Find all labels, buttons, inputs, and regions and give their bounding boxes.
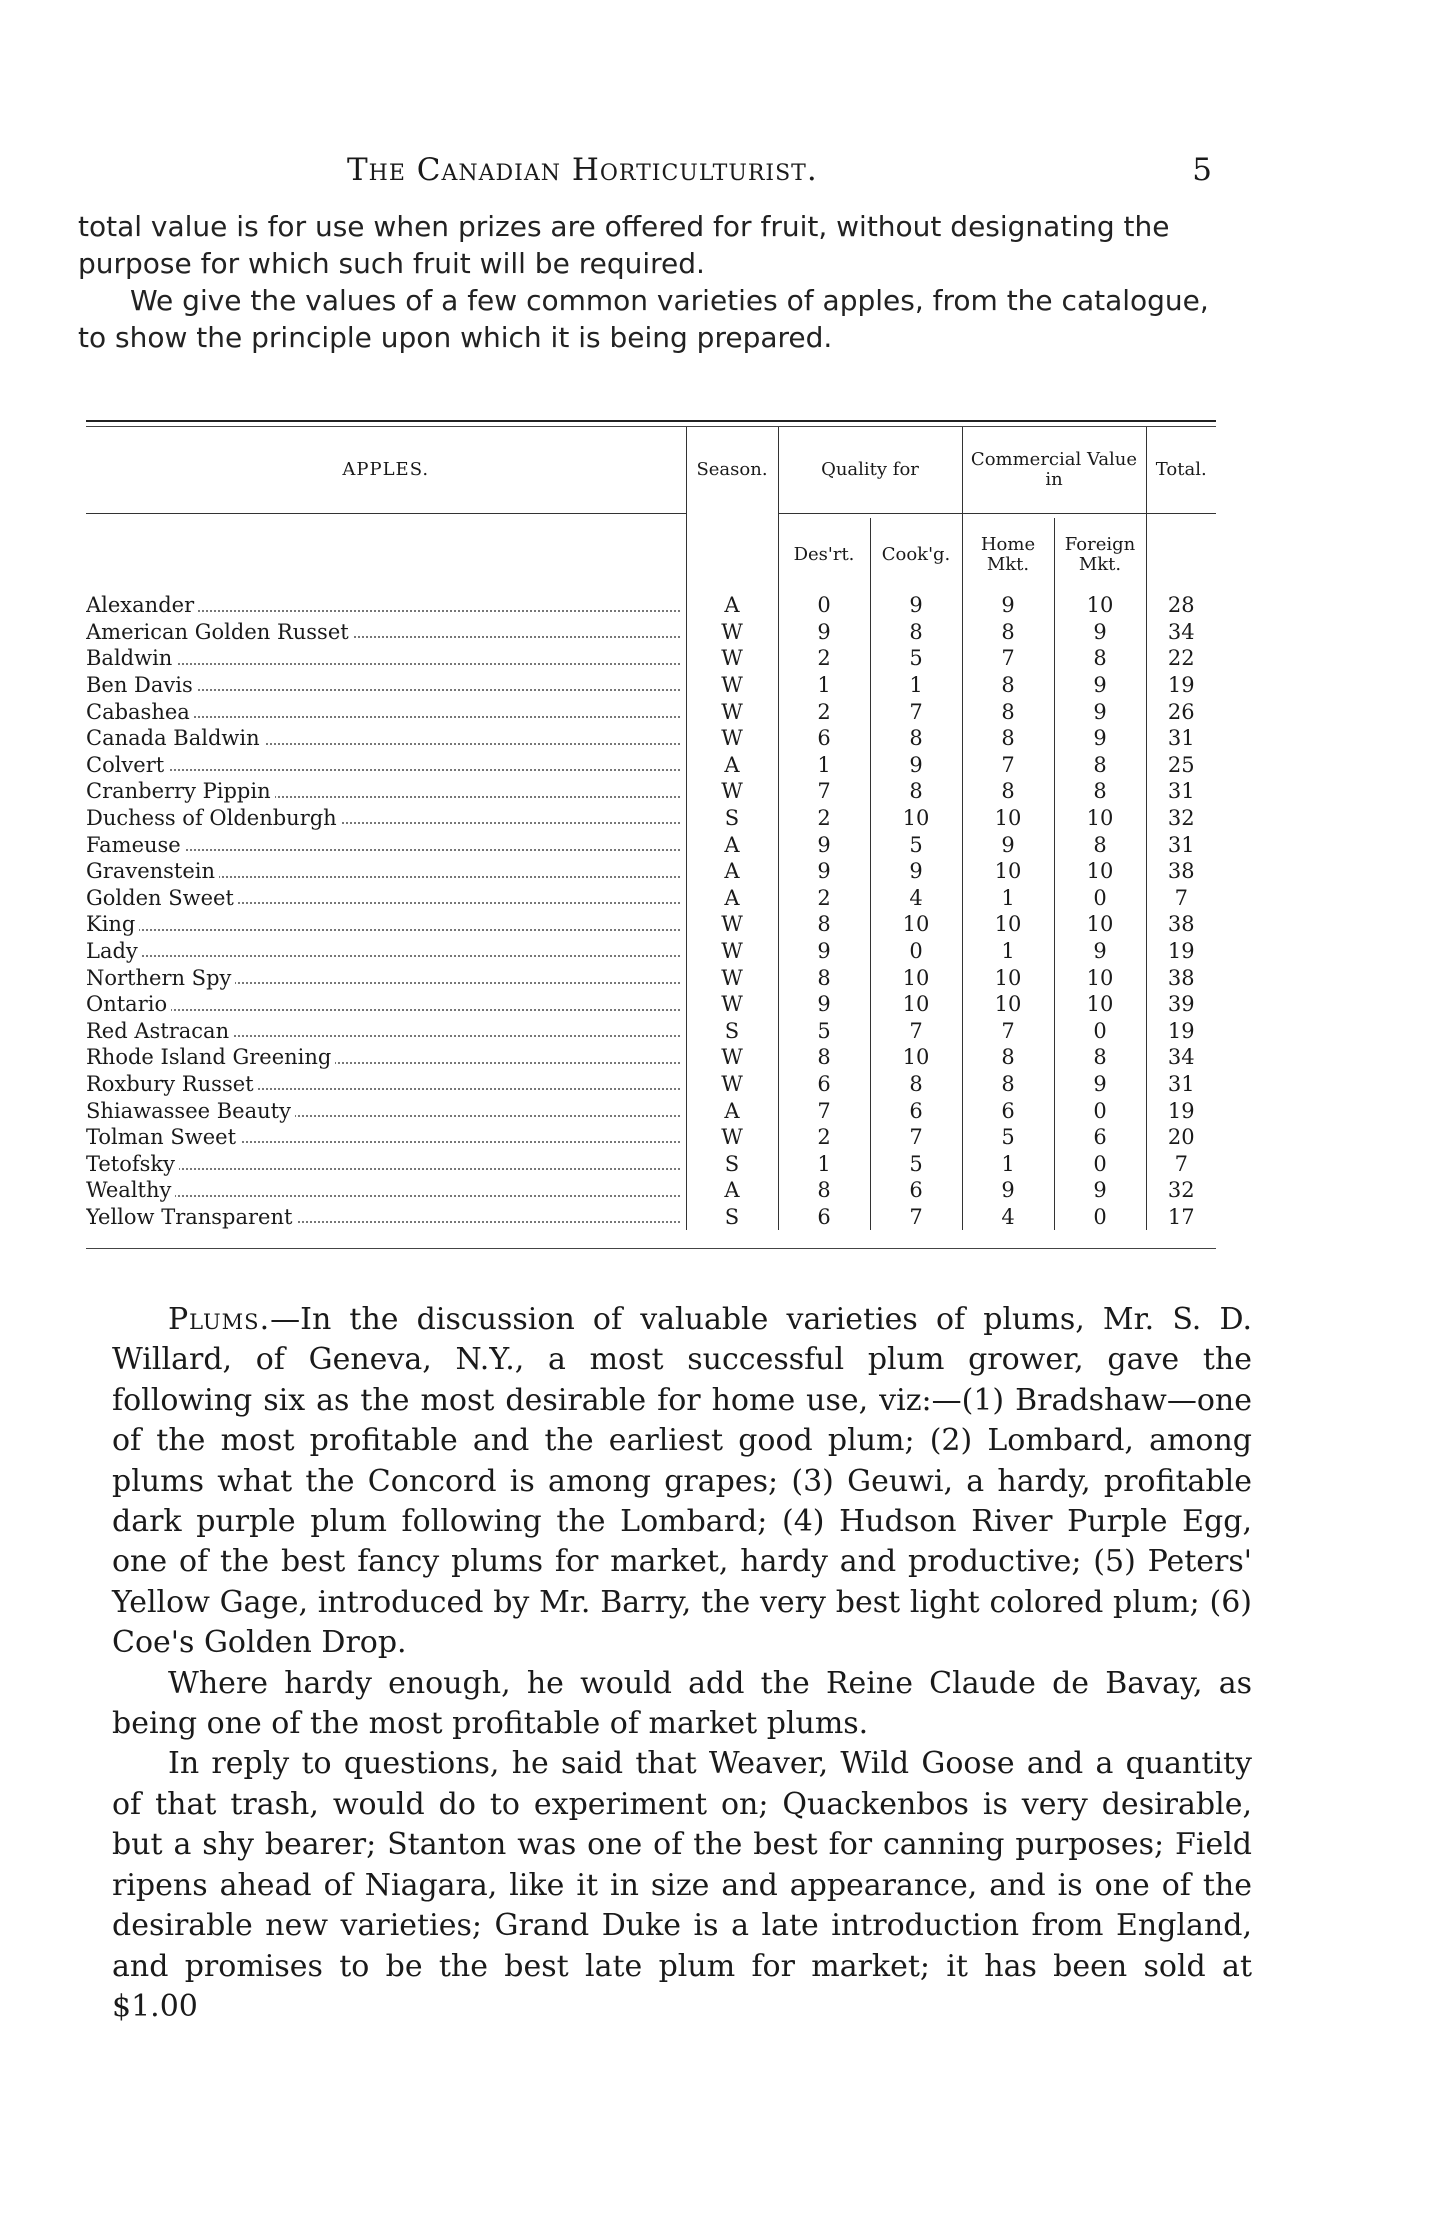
variety-name: Northern Spy xyxy=(86,966,235,990)
header-foreign-mkt: Foreign Mkt. xyxy=(1054,518,1146,592)
variety-name: Colvert xyxy=(86,753,168,777)
foreign-market-cell: 8 xyxy=(1054,1044,1146,1071)
variety-name: Tolman Sweet xyxy=(86,1125,240,1149)
total-cell: 22 xyxy=(1146,645,1216,672)
header-apples: APPLES. xyxy=(342,459,430,480)
leader-dots xyxy=(86,1195,680,1197)
variety-name: Cabashea xyxy=(86,700,194,724)
variety-name: Roxbury Russet xyxy=(86,1072,258,1096)
table-row xyxy=(86,831,1216,858)
table-row xyxy=(86,1097,1216,1124)
total-cell: 19 xyxy=(1146,672,1216,699)
dessert-cell: 8 xyxy=(778,1044,870,1071)
total-cell: 7 xyxy=(1146,1150,1216,1177)
cooking-cell: 5 xyxy=(870,1150,962,1177)
table-row xyxy=(86,1204,1216,1231)
season-cell: A xyxy=(686,831,778,858)
season-cell: A xyxy=(686,885,778,912)
table-row xyxy=(86,645,1216,672)
foreign-market-cell: 9 xyxy=(1054,725,1146,752)
cooking-cell: 8 xyxy=(870,1071,962,1098)
season-cell: S xyxy=(686,1018,778,1045)
season-cell: A xyxy=(686,592,778,619)
home-market-cell: 10 xyxy=(962,991,1054,1018)
dessert-cell: 9 xyxy=(778,991,870,1018)
variety-name: Duchess of Oldenburgh xyxy=(86,806,341,830)
cooking-cell: 10 xyxy=(870,991,962,1018)
foreign-market-cell: 9 xyxy=(1054,619,1146,646)
intro-paragraph-1: total value is for use when prizes are offered for fruit, without designating the purpose for which such fruit will be required. xyxy=(78,210,1170,280)
variety-name: Shiawassee Beauty xyxy=(86,1099,295,1123)
total-cell: 26 xyxy=(1146,698,1216,725)
home-market-cell: 8 xyxy=(962,1071,1054,1098)
season-cell: S xyxy=(686,1150,778,1177)
table-row xyxy=(86,991,1216,1018)
dessert-cell: 2 xyxy=(778,645,870,672)
foreign-market-cell: 8 xyxy=(1054,778,1146,805)
season-cell: W xyxy=(686,778,778,805)
variety-cell xyxy=(86,938,686,965)
variety-cell xyxy=(86,858,686,885)
variety-cell xyxy=(86,1177,686,1204)
table-row xyxy=(86,885,1216,912)
page-header xyxy=(82,152,1212,192)
apple-values-table-section xyxy=(86,420,1216,1249)
variety-name: Cranberry Pippin xyxy=(86,779,275,803)
dessert-cell: 2 xyxy=(778,1124,870,1151)
table-row xyxy=(86,1124,1216,1151)
foreign-market-cell: 6 xyxy=(1054,1124,1146,1151)
running-title: The Canadian Horticulturist. xyxy=(347,152,818,188)
home-market-cell: 8 xyxy=(962,725,1054,752)
total-cell: 38 xyxy=(1146,911,1216,938)
header-home-mkt: Home Mkt. xyxy=(962,518,1054,592)
total-cell: 19 xyxy=(1146,938,1216,965)
dessert-cell: 1 xyxy=(778,672,870,699)
dessert-cell: 2 xyxy=(778,698,870,725)
table-row xyxy=(86,964,1216,991)
cooking-cell: 7 xyxy=(870,1018,962,1045)
dessert-cell: 2 xyxy=(778,805,870,832)
cooking-cell: 4 xyxy=(870,885,962,912)
cooking-cell: 8 xyxy=(870,778,962,805)
table-row xyxy=(86,752,1216,779)
variety-cell xyxy=(86,645,686,672)
total-cell: 25 xyxy=(1146,752,1216,779)
foreign-market-cell: 10 xyxy=(1054,911,1146,938)
cooking-cell: 9 xyxy=(870,592,962,619)
season-cell: W xyxy=(686,1071,778,1098)
table-row xyxy=(86,1150,1216,1177)
variety-cell xyxy=(86,991,686,1018)
dessert-cell: 6 xyxy=(778,1204,870,1231)
variety-name: Canada Baldwin xyxy=(86,726,264,750)
table-header-row-2 xyxy=(86,518,1216,592)
variety-name: Baldwin xyxy=(86,646,176,670)
home-market-cell: 8 xyxy=(962,698,1054,725)
cooking-cell: 7 xyxy=(870,1204,962,1231)
table-bottom-rule xyxy=(86,1248,1216,1249)
variety-cell xyxy=(86,752,686,779)
season-cell: W xyxy=(686,964,778,991)
plums-lead-in: Plums. xyxy=(168,1302,271,1337)
variety-cell xyxy=(86,885,686,912)
home-market-cell: 9 xyxy=(962,592,1054,619)
foreign-market-cell: 0 xyxy=(1054,1150,1146,1177)
variety-cell xyxy=(86,619,686,646)
variety-name: American Golden Russet xyxy=(86,620,353,644)
home-market-cell: 1 xyxy=(962,938,1054,965)
variety-name: Fameuse xyxy=(86,833,185,857)
variety-name: Ontario xyxy=(86,992,171,1016)
variety-name: Gravenstein xyxy=(86,859,219,883)
dessert-cell: 0 xyxy=(778,592,870,619)
foreign-market-cell: 9 xyxy=(1054,938,1146,965)
header-desrt: Des'rt. xyxy=(778,518,870,592)
foreign-market-cell: 0 xyxy=(1054,1097,1146,1124)
foreign-market-cell: 8 xyxy=(1054,831,1146,858)
foreign-market-cell: 8 xyxy=(1054,752,1146,779)
home-market-cell: 8 xyxy=(962,778,1054,805)
cooking-cell: 10 xyxy=(870,964,962,991)
variety-cell xyxy=(86,1150,686,1177)
variety-name: Ben Davis xyxy=(86,673,197,697)
cooking-cell: 10 xyxy=(870,805,962,832)
table-top-rule xyxy=(86,420,1216,422)
foreign-market-cell: 10 xyxy=(1054,592,1146,619)
variety-cell xyxy=(86,1044,686,1071)
cooking-cell: 6 xyxy=(870,1177,962,1204)
header-commercial: Commercial Value in xyxy=(962,427,1146,514)
apple-rows xyxy=(86,592,1216,1230)
plums-paragraph-2: Where hardy enough, he would add the Reine Claude de Bavay, as being one of the most profitable of market plums. xyxy=(112,1665,1252,1742)
dessert-cell: 1 xyxy=(778,1150,870,1177)
variety-name: King xyxy=(86,912,139,936)
total-cell: 19 xyxy=(1146,1018,1216,1045)
page-number: 5 xyxy=(1192,152,1212,188)
table-row xyxy=(86,619,1216,646)
variety-cell xyxy=(86,964,686,991)
total-cell: 31 xyxy=(1146,831,1216,858)
table-row xyxy=(86,725,1216,752)
variety-name: Yellow Transparent xyxy=(86,1205,296,1229)
variety-name: Lady xyxy=(86,939,142,963)
variety-cell xyxy=(86,1204,686,1231)
foreign-market-cell: 9 xyxy=(1054,698,1146,725)
foreign-market-cell: 0 xyxy=(1054,1018,1146,1045)
variety-cell xyxy=(86,1071,686,1098)
season-cell: A xyxy=(686,1177,778,1204)
total-cell: 31 xyxy=(1146,725,1216,752)
table-row xyxy=(86,672,1216,699)
variety-cell xyxy=(86,778,686,805)
cooking-cell: 5 xyxy=(870,645,962,672)
home-market-cell: 8 xyxy=(962,619,1054,646)
variety-cell xyxy=(86,592,686,619)
variety-cell xyxy=(86,1018,686,1045)
season-cell: W xyxy=(686,698,778,725)
home-market-cell: 10 xyxy=(962,805,1054,832)
variety-name: Rhode Island Greening xyxy=(86,1045,335,1069)
leader-dots xyxy=(86,955,680,957)
total-cell: 31 xyxy=(1146,1071,1216,1098)
foreign-market-cell: 0 xyxy=(1054,885,1146,912)
leader-dots xyxy=(86,1009,680,1011)
plums-paragraph-1-text: —In the discussion of valuable varieties of plums, Mr. S. D. Willard, of Geneva, N.Y., a most successful plum grower, gave the following six as the most desirable for home use, viz:—(1) Bradshaw—one of the most profitable and the earliest good plum; (2) Lombard, among plums what the Concord is among grapes; (3) Geuwi, a hardy, profitable dark purple plum following the Lombard; (4) Hudson River Purple Egg, one of the best fancy plums for market, hardy and productive; (5) Peters' Yellow Gage, introduced by Mr. Barry, the very best light colored plum; (6) Coe's Golden Drop. xyxy=(112,1302,1252,1661)
table-row xyxy=(86,858,1216,885)
foreign-market-cell: 10 xyxy=(1054,964,1146,991)
home-market-cell: 7 xyxy=(962,1018,1054,1045)
variety-cell xyxy=(86,698,686,725)
total-cell: 7 xyxy=(1146,885,1216,912)
season-cell: W xyxy=(686,938,778,965)
home-market-cell: 4 xyxy=(962,1204,1054,1231)
home-market-cell: 10 xyxy=(962,964,1054,991)
cooking-cell: 8 xyxy=(870,725,962,752)
total-cell: 32 xyxy=(1146,805,1216,832)
dessert-cell: 6 xyxy=(778,725,870,752)
leader-dots xyxy=(86,769,680,771)
table-row xyxy=(86,938,1216,965)
season-cell: S xyxy=(686,1204,778,1231)
foreign-market-cell: 0 xyxy=(1054,1204,1146,1231)
foreign-market-cell: 9 xyxy=(1054,1177,1146,1204)
total-cell: 19 xyxy=(1146,1097,1216,1124)
home-market-cell: 10 xyxy=(962,911,1054,938)
cooking-cell: 10 xyxy=(870,1044,962,1071)
season-cell: W xyxy=(686,619,778,646)
season-cell: S xyxy=(686,805,778,832)
home-market-cell: 5 xyxy=(962,1124,1054,1151)
home-market-cell: 1 xyxy=(962,1150,1054,1177)
home-market-cell: 7 xyxy=(962,645,1054,672)
total-cell: 17 xyxy=(1146,1204,1216,1231)
cooking-cell: 7 xyxy=(870,1124,962,1151)
total-cell: 34 xyxy=(1146,1044,1216,1071)
header-total: Total. xyxy=(1146,427,1216,514)
cooking-cell: 9 xyxy=(870,858,962,885)
season-cell: A xyxy=(686,858,778,885)
dessert-cell: 8 xyxy=(778,1177,870,1204)
table-row xyxy=(86,592,1216,619)
total-cell: 28 xyxy=(1146,592,1216,619)
variety-cell xyxy=(86,831,686,858)
dessert-cell: 8 xyxy=(778,964,870,991)
cooking-cell: 5 xyxy=(870,831,962,858)
cooking-cell: 0 xyxy=(870,938,962,965)
table-header-row-1 xyxy=(86,427,1216,514)
header-cookg: Cook'g. xyxy=(870,518,962,592)
season-cell: W xyxy=(686,1044,778,1071)
season-cell: W xyxy=(686,911,778,938)
table-row xyxy=(86,1177,1216,1204)
foreign-market-cell: 10 xyxy=(1054,991,1146,1018)
variety-name: Tetofsky xyxy=(86,1152,179,1176)
foreign-market-cell: 10 xyxy=(1054,858,1146,885)
intro-text xyxy=(78,208,1218,356)
plums-paragraph-1 xyxy=(112,1300,1252,1664)
cooking-cell: 9 xyxy=(870,752,962,779)
variety-cell xyxy=(86,805,686,832)
table-row xyxy=(86,1071,1216,1098)
home-market-cell: 1 xyxy=(962,885,1054,912)
total-cell: 31 xyxy=(1146,778,1216,805)
dessert-cell: 9 xyxy=(778,619,870,646)
header-season: Season. xyxy=(686,427,778,514)
variety-cell xyxy=(86,911,686,938)
foreign-market-cell: 9 xyxy=(1054,672,1146,699)
plums-paragraph-3: In reply to questions, he said that Weaver, Wild Goose and a quantity of that trash, would do to experiment on; Quackenbos is very desirable, but a shy bearer; Stanton was one of the best for canning purposes; Field ripens ahead of Niagara, like it in size and appearance, and is one of the desirable new varieties; Grand Duke is a late introduction from England, and promises to be the best late plum for market; it has been sold at $1.00 xyxy=(112,1746,1252,2024)
cooking-cell: 8 xyxy=(870,619,962,646)
foreign-market-cell: 10 xyxy=(1054,805,1146,832)
season-cell: W xyxy=(686,725,778,752)
total-cell: 39 xyxy=(1146,991,1216,1018)
variety-name: Red Astracan xyxy=(86,1019,233,1043)
cooking-cell: 10 xyxy=(870,911,962,938)
plums-section xyxy=(112,1300,1252,2027)
home-market-cell: 8 xyxy=(962,1044,1054,1071)
cooking-cell: 6 xyxy=(870,1097,962,1124)
table-row xyxy=(86,1044,1216,1071)
variety-name: Alexander xyxy=(86,593,198,617)
header-quality: Quality for xyxy=(778,427,962,514)
home-market-cell: 7 xyxy=(962,752,1054,779)
variety-name: Wealthy xyxy=(86,1178,175,1202)
leader-dots xyxy=(86,929,680,931)
total-cell: 38 xyxy=(1146,964,1216,991)
cooking-cell: 1 xyxy=(870,672,962,699)
season-cell: W xyxy=(686,672,778,699)
cooking-cell: 7 xyxy=(870,698,962,725)
dessert-cell: 9 xyxy=(778,831,870,858)
dessert-cell: 6 xyxy=(778,1071,870,1098)
home-market-cell: 6 xyxy=(962,1097,1054,1124)
total-cell: 32 xyxy=(1146,1177,1216,1204)
dessert-cell: 8 xyxy=(778,911,870,938)
table-row xyxy=(86,805,1216,832)
dessert-cell: 7 xyxy=(778,1097,870,1124)
dessert-cell: 9 xyxy=(778,938,870,965)
intro-paragraph-2: We give the values of a few common varieties of apples, from the catalogue, to show the principle upon which it is being prepared. xyxy=(78,284,1209,354)
apple-values-table xyxy=(86,427,1216,1230)
variety-cell xyxy=(86,1097,686,1124)
variety-cell xyxy=(86,1124,686,1151)
season-cell: A xyxy=(686,752,778,779)
home-market-cell: 9 xyxy=(962,831,1054,858)
total-cell: 34 xyxy=(1146,619,1216,646)
total-cell: 20 xyxy=(1146,1124,1216,1151)
table-row xyxy=(86,1018,1216,1045)
variety-cell xyxy=(86,672,686,699)
foreign-market-cell: 9 xyxy=(1054,1071,1146,1098)
home-market-cell: 8 xyxy=(962,672,1054,699)
dessert-cell: 5 xyxy=(778,1018,870,1045)
season-cell: A xyxy=(686,1097,778,1124)
season-cell: W xyxy=(686,991,778,1018)
table-row xyxy=(86,911,1216,938)
home-market-cell: 9 xyxy=(962,1177,1054,1204)
table-row xyxy=(86,778,1216,805)
total-cell: 38 xyxy=(1146,858,1216,885)
dessert-cell: 1 xyxy=(778,752,870,779)
table-row xyxy=(86,698,1216,725)
season-cell: W xyxy=(686,1124,778,1151)
foreign-market-cell: 8 xyxy=(1054,645,1146,672)
dessert-cell: 2 xyxy=(778,885,870,912)
dessert-cell: 9 xyxy=(778,858,870,885)
home-market-cell: 10 xyxy=(962,858,1054,885)
variety-name: Golden Sweet xyxy=(86,886,238,910)
dessert-cell: 7 xyxy=(778,778,870,805)
variety-cell xyxy=(86,725,686,752)
season-cell: W xyxy=(686,645,778,672)
